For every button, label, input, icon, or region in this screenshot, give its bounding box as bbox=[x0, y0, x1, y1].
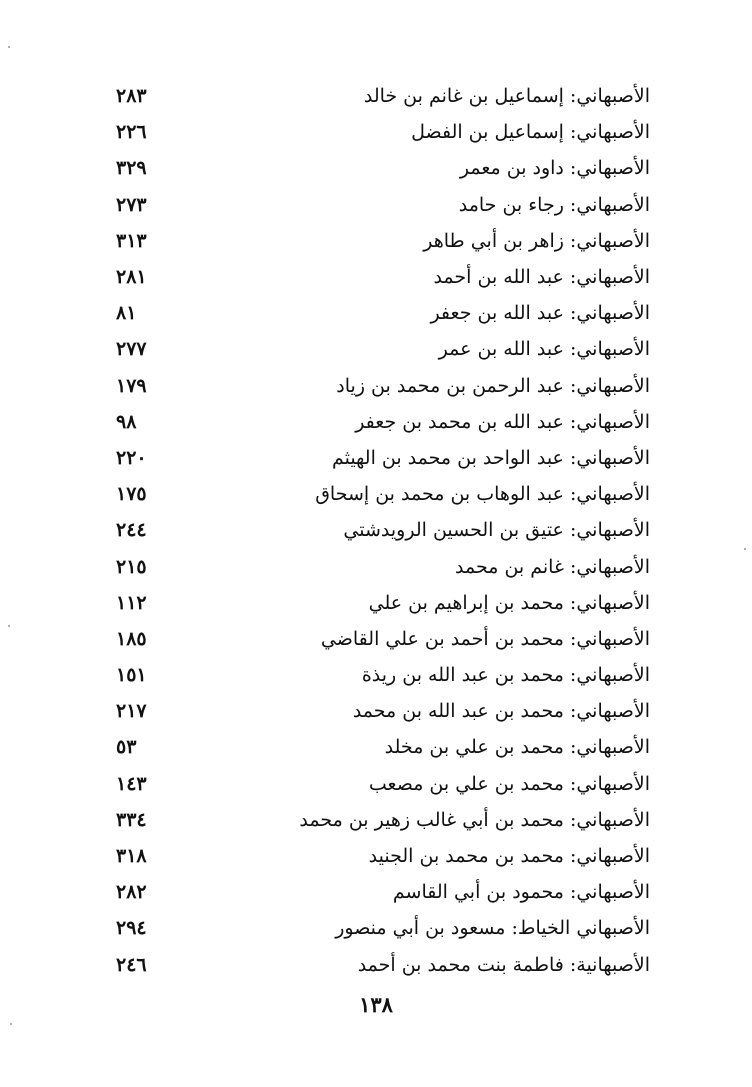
entry-page-number: ٢٨٢ bbox=[116, 881, 147, 904]
entry-name: الأصبهاني: محمد بن علي بن مصعب bbox=[368, 772, 650, 795]
index-entry bbox=[110, 657, 650, 693]
entry-page-number: ٢٨١ bbox=[116, 266, 147, 289]
entry-name: الأصبهاني: عبد الله بن محمد بن جعفر bbox=[355, 410, 650, 433]
index-entry bbox=[110, 259, 650, 295]
entry-name: الأصبهاني: داود بن معمر bbox=[459, 157, 650, 180]
entry-name: الأصبهاني: عبد الله بن أحمد bbox=[433, 266, 650, 289]
entry-page-number: ٢٧٧ bbox=[116, 338, 147, 361]
entry-page-number: ٢٨٣ bbox=[116, 85, 147, 108]
entry-name: الأصبهاني: عبد الله بن عمر bbox=[438, 338, 650, 361]
entry-name: الأصبهاني الخياط: مسعود بن أبي منصور bbox=[335, 917, 650, 940]
entry-page-number: ٨١ bbox=[116, 302, 137, 325]
index-entry bbox=[110, 766, 650, 802]
index-entry bbox=[110, 874, 650, 910]
entry-page-number: ٢٢٠ bbox=[116, 446, 147, 469]
entry-page-number: ٣١٨ bbox=[116, 845, 147, 868]
entry-page-number: ٢٧٣ bbox=[116, 193, 147, 216]
index-entry bbox=[110, 223, 650, 259]
entry-name: الأصبهاني: محمد بن عبد الله بن محمد bbox=[352, 700, 650, 723]
index-entry bbox=[110, 368, 650, 404]
entry-page-number: ١٤٣ bbox=[116, 772, 147, 795]
entry-name: الأصبهاني: زاهر بن أبي طاهر bbox=[423, 229, 650, 252]
entry-page-number: ٢٤٤ bbox=[116, 519, 147, 542]
scan-speck bbox=[744, 548, 746, 550]
entry-name: الأصبهاني: محمد بن أبي غالب زهير بن محمد bbox=[299, 808, 650, 831]
index-entry bbox=[110, 621, 650, 657]
scan-speck bbox=[10, 1023, 12, 1025]
entry-page-number: ٢٩٤ bbox=[116, 917, 147, 940]
entry-page-number: ١٧٩ bbox=[116, 374, 147, 397]
entry-page-number: ١٥١ bbox=[116, 664, 147, 687]
entry-name: الأصبهاني: محمد بن علي بن مخلد bbox=[384, 736, 650, 759]
entry-name: الأصبهانية: فاطمة بنت محمد بن أحمد bbox=[357, 953, 650, 976]
entry-page-number: ١١٢ bbox=[116, 591, 147, 614]
index-entry bbox=[110, 910, 650, 946]
index-entry bbox=[110, 114, 650, 150]
index-entry bbox=[110, 331, 650, 367]
entry-name: الأصبهاني: محمود بن أبي القاسم bbox=[392, 881, 650, 904]
index-entry bbox=[110, 295, 650, 331]
entry-page-number: ٣٣٤ bbox=[116, 808, 147, 831]
index-entry bbox=[110, 802, 650, 838]
entry-name: الأصبهاني: محمد بن عبد الله بن ريذة bbox=[361, 664, 650, 687]
index-entry bbox=[110, 78, 650, 114]
entry-page-number: ٣١٣ bbox=[116, 229, 147, 252]
scan-speck bbox=[8, 46, 10, 48]
entry-name: الأصبهاني: محمد بن إبراهيم بن علي bbox=[368, 591, 650, 614]
scan-speck bbox=[8, 625, 10, 627]
entry-page-number: ٢١٧ bbox=[116, 700, 147, 723]
index-entry bbox=[110, 548, 650, 584]
index-entry bbox=[110, 512, 650, 548]
entry-name: الأصبهاني: عبد الرحمن بن محمد بن زياد bbox=[336, 374, 650, 397]
entry-name: الأصبهاني: عبد الواحد بن محمد بن الهيثم bbox=[331, 446, 650, 469]
index-entry bbox=[110, 947, 650, 983]
entry-name: الأصبهاني: عتيق بن الحسين الرويدشتي bbox=[343, 519, 650, 542]
entry-name: الأصبهاني: إسماعيل بن غانم بن خالد bbox=[363, 85, 650, 108]
entry-name: الأصبهاني: عبد الوهاب بن محمد بن إسحاق bbox=[315, 483, 650, 506]
entry-page-number: ٢٢٦ bbox=[116, 121, 147, 144]
index-entry bbox=[110, 404, 650, 440]
index-entry bbox=[110, 187, 650, 223]
index-list bbox=[110, 78, 650, 983]
index-entry bbox=[110, 440, 650, 476]
page-number: ١٣٨ bbox=[359, 992, 393, 1017]
entry-name: الأصبهاني: غانم بن محمد bbox=[455, 555, 650, 578]
entry-page-number: ٩٨ bbox=[116, 410, 137, 433]
entry-name: الأصبهاني: محمد بن محمد بن الجنيد bbox=[368, 845, 650, 868]
entry-page-number: ٣٢٩ bbox=[116, 157, 147, 180]
entry-name: الأصبهاني: إسماعيل بن الفضل bbox=[411, 121, 650, 144]
entry-name: الأصبهاني: محمد بن أحمد بن علي القاضي bbox=[320, 627, 650, 650]
index-entry bbox=[110, 693, 650, 729]
entry-page-number: ٢٤٦ bbox=[116, 953, 147, 976]
index-entry bbox=[110, 150, 650, 186]
index-entry bbox=[110, 476, 650, 512]
entry-page-number: ٥٣ bbox=[116, 736, 137, 759]
entry-page-number: ١٧٥ bbox=[116, 483, 147, 506]
entry-name: الأصبهاني: رجاء بن حامد bbox=[458, 193, 650, 216]
entry-name: الأصبهاني: عبد الله بن جعفر bbox=[430, 302, 650, 325]
index-entry bbox=[110, 838, 650, 874]
entry-page-number: ١٨٥ bbox=[116, 627, 147, 650]
entry-page-number: ٢١٥ bbox=[116, 555, 147, 578]
index-entry bbox=[110, 729, 650, 765]
index-entry bbox=[110, 585, 650, 621]
